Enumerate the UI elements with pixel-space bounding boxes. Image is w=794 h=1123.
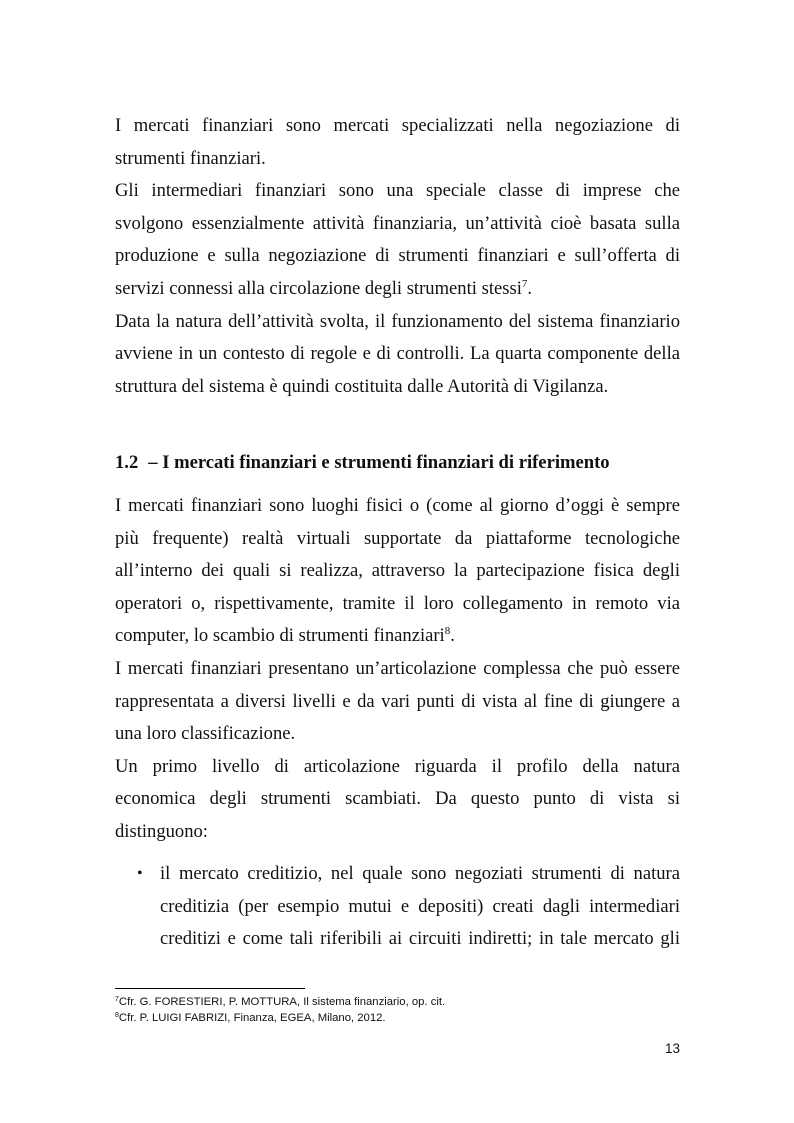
text-line-with-footnote xyxy=(115,273,680,306)
footnote-divider xyxy=(115,988,305,989)
text-line: creditizi e come tali riferibili ai circuiti indiretti; in tale mercato gli xyxy=(160,928,680,950)
text-line: I mercati finanziari presentano un’articolazione complessa che può essere xyxy=(115,657,680,679)
text-line: economica degli strumenti scambiati. Da questo punto di vista si xyxy=(115,788,680,810)
section-title: – I mercati finanziari e strumenti finanziari di riferimento xyxy=(148,452,610,473)
footnote-ref-8[interactable]: 8 xyxy=(444,625,451,638)
text-line: strumenti finanziari. xyxy=(115,147,266,169)
text-line: distinguono: xyxy=(115,820,208,842)
footnote-number: 8 xyxy=(115,1011,119,1019)
body-text xyxy=(115,490,680,849)
text-line: produzione e sulla negoziazione di strumenti finanziari e sull’offerta di xyxy=(115,245,680,267)
text-line: Gli intermediari finanziari sono una speciale classe di imprese che xyxy=(115,180,680,202)
footnotes xyxy=(115,995,680,1026)
text-line: creditizia (per esempio mutui e depositi) creati dagli intermediari xyxy=(160,895,680,917)
intro-text xyxy=(115,110,680,403)
list-item xyxy=(160,858,680,956)
text-line-with-footnote xyxy=(115,620,680,653)
text-line: il mercato creditizio, nel quale sono negoziati strumenti di natura xyxy=(160,863,680,884)
text-line: Un primo livello di articolazione riguarda il profilo della natura xyxy=(115,755,680,777)
text-line: I mercati finanziari sono mercati specializzati nella negoziazione di xyxy=(115,115,680,136)
text-segment: . xyxy=(527,277,533,299)
text-line: I mercati finanziari sono luoghi fisici o (come al giorno d’oggi è sempre xyxy=(115,495,680,516)
text-line: Data la natura dell’attività svolta, il funzionamento del sistema finanziario xyxy=(115,310,680,332)
text-line: più frequente) realtà virtuali supportate da piattaforme tecnologiche xyxy=(115,527,680,549)
text-line: svolgono essenzialmente attività finanziaria, un’attività cioè basata sulla xyxy=(115,212,680,234)
section-number: 1.2 xyxy=(115,452,139,473)
footnote-number: 7 xyxy=(115,996,119,1003)
bullet-icon: • xyxy=(137,865,143,882)
text-line: operatori o, rispettivamente, tramite il loro collegamento in remoto via xyxy=(115,592,680,614)
footnote-text: Cfr. G. FORESTIERI, P. MOTTURA, Il sistema finanziario, op. cit. xyxy=(118,996,446,1008)
text-line: all’interno dei quali si realizza, attraverso la partecipazione fisica degli xyxy=(115,560,680,582)
footnote-text: Cfr. P. LUIGI FABRIZI, Finanza, EGEA, Milano, 2012. xyxy=(118,1011,386,1024)
text-line: avviene in un contesto di regole e di controlli. La quarta componente della xyxy=(115,343,680,365)
text-segment: . xyxy=(450,625,455,647)
text-line: struttura del sistema è quindi costituita dalle Autorità di Vigilanza. xyxy=(115,375,609,397)
text-segment: servizi connessi alla circolazione degli strumenti stessi xyxy=(115,277,522,299)
text-line: una loro classificazione. xyxy=(115,723,296,745)
footnote xyxy=(115,1011,680,1027)
footnote-ref-7[interactable]: 7 xyxy=(521,277,528,290)
text-segment: computer, lo scambio di strumenti finanziari xyxy=(115,625,445,647)
page-number: 13 xyxy=(664,1041,680,1056)
footnote xyxy=(115,995,680,1011)
section-heading xyxy=(115,447,680,479)
text-line: rappresentata a diversi livelli e da vari punti di vista al fine di giungere a xyxy=(115,690,680,712)
